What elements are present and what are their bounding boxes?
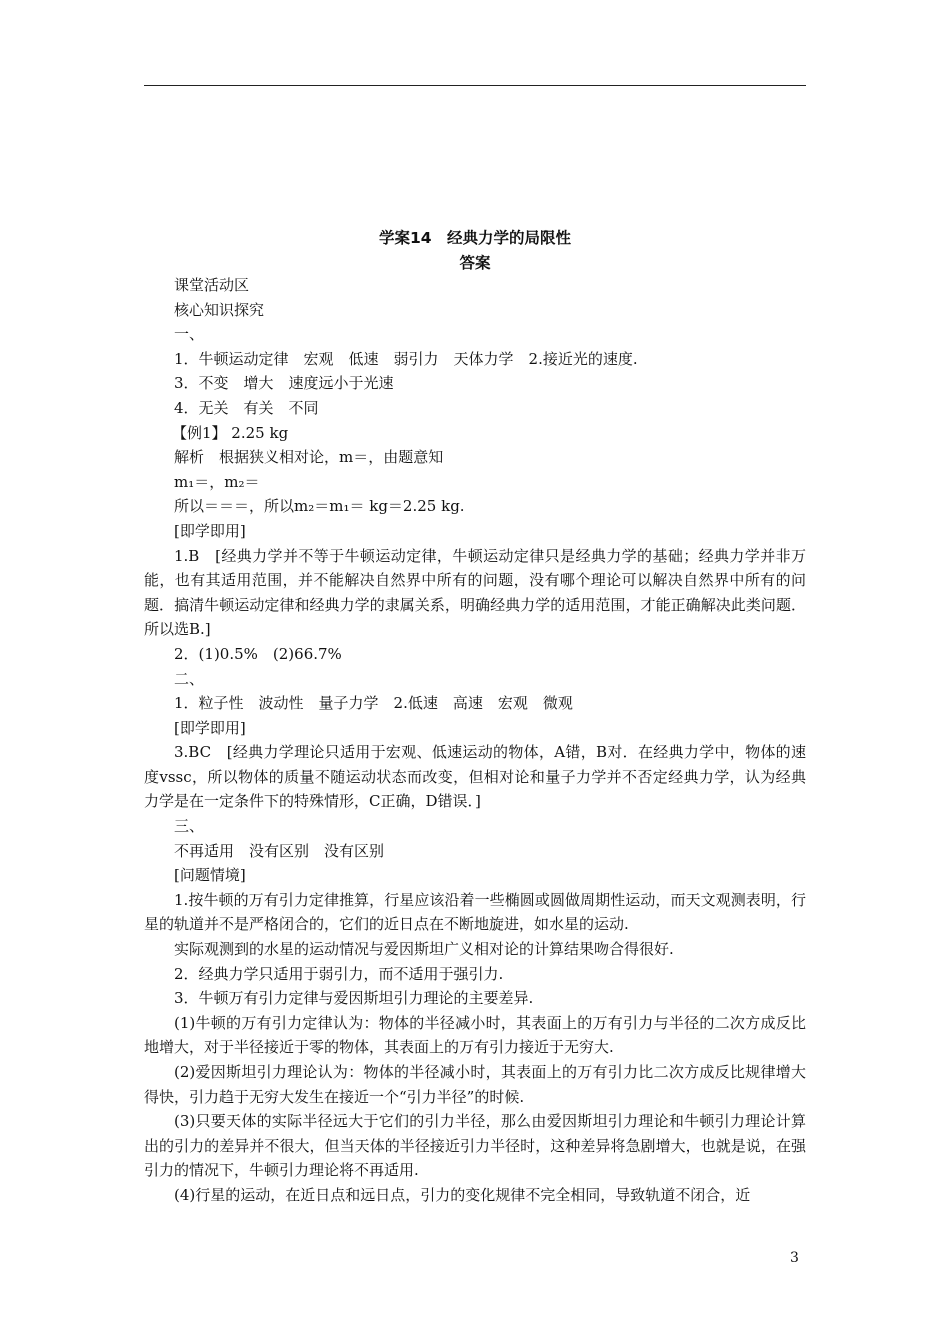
answer-line: 1．粒子性 波动性 量子力学 2.低速 高速 宏观 微观 bbox=[174, 694, 573, 713]
title-block bbox=[144, 226, 806, 276]
practice-heading: [即学即用] bbox=[174, 718, 246, 737]
answer-paragraph: (2)爱因斯坦引力理论认为：物体的半径减小时，其表面上的万有引力比二次方成反比规律增大得快，引力趋于无穷大发生在接近一个“引力半径”的时候. bbox=[144, 1063, 806, 1106]
answer-paragraph: (1)牛顿的万有引力定律认为：物体的半径减小时，其表面上的万有引力与半径的二次方成反比地增大，对于半径接近于零的物体，其表面上的万有引力接近于无穷大. bbox=[144, 1013, 806, 1057]
answer-paragraph: 3.BC [经典力学理论只适用于宏观、低速运动的物体，A错，B对．在经典力学中，物体的速度vssc，所以物体的质量不随运动状态而改变，但相对论和量子力学并不否定经典力学，认为经典力学是在一定条件下的特殊情形，C正确，D错误．] bbox=[144, 743, 806, 811]
answer-paragraph: (3)只要天体的实际半径远大于它们的引力半径，那么由爱因斯坦引力理论和牛顿引力理论计算出的引力的差异并不很大，但当天体的半径接近引力半径时，这种差异将急剧增大，也就是说，在强引力的情况下，牛顿引力理论将不再适用. bbox=[144, 1112, 806, 1180]
answer-line: 2．经典力学只适用于弱引力，而不适用于强引力. bbox=[174, 964, 504, 983]
problem-context-heading: [问题情境] bbox=[174, 866, 246, 885]
part-heading-2: 二、 bbox=[174, 669, 205, 688]
answer-line: 实际观测到的水星的运动情况与爱因斯坦广义相对论的计算结果吻合得很好. bbox=[174, 940, 674, 959]
section-heading: 课堂活动区 bbox=[174, 276, 250, 294]
header-rule bbox=[144, 85, 806, 86]
answer-paragraph: (4)行星的运动，在近日点和远日点，引力的变化规律不完全相同，导致轨道不闭合，近 bbox=[174, 1185, 751, 1204]
example-answer: 【例1】 2.25 kg bbox=[172, 423, 289, 442]
answer-line: 1．牛顿运动定律 宏观 低速 弱引力 天体力学 2.接近光的速度. bbox=[174, 349, 638, 368]
page-title: 学案14 经典力学的局限性 bbox=[378, 229, 572, 247]
part-heading-1: 一、 bbox=[174, 325, 205, 344]
answer-line: 4．无关 有关 不同 bbox=[174, 398, 319, 417]
answer-line: 3．不变 增大 速度远小于光速 bbox=[174, 374, 394, 393]
formula-line: m₁＝，m₂＝ bbox=[174, 472, 260, 491]
practice-heading: [即学即用] bbox=[174, 521, 246, 540]
answer-line: 2．(1)0.5% (2)66.7% bbox=[174, 644, 342, 663]
page-subtitle: 答案 bbox=[459, 254, 491, 272]
answer-body bbox=[144, 273, 806, 1208]
answer-line: 不再适用 没有区别 没有区别 bbox=[174, 841, 385, 860]
subsection-heading: 核心知识探究 bbox=[174, 300, 265, 319]
answer-paragraph: 1.按牛顿的万有引力定律推算，行星应该沿着一些椭圆或圆做周期性运动，而天文观测表明，行星的轨道并不是严格闭合的，它们的近日点在不断地旋进，如水星的运动. bbox=[144, 890, 806, 934]
part-heading-3: 三、 bbox=[174, 817, 205, 836]
answer-paragraph: 1.B [经典力学并不等于牛顿运动定律，牛顿运动定律只是经典力学的基础；经典力学并非万能，也有其适用范围，并不能解决自然界中所有的问题，没有哪个理论可以解决自然界中所有的问题．搞清牛顿运动定律和经典力学的隶属关系，明确经典力学的适用范围，才能正确解决此类问题．所以选B.] bbox=[144, 546, 806, 639]
formula-line: 所以＝＝＝，所以m₂＝m₁＝ kg＝2.25 kg. bbox=[174, 497, 465, 516]
answer-line: 3．牛顿万有引力定律与爱因斯坦引力理论的主要差异. bbox=[174, 989, 534, 1008]
analysis-line: 解析 根据狭义相对论，m＝，由题意知 bbox=[174, 448, 444, 467]
page-number: 3 bbox=[790, 1250, 799, 1266]
